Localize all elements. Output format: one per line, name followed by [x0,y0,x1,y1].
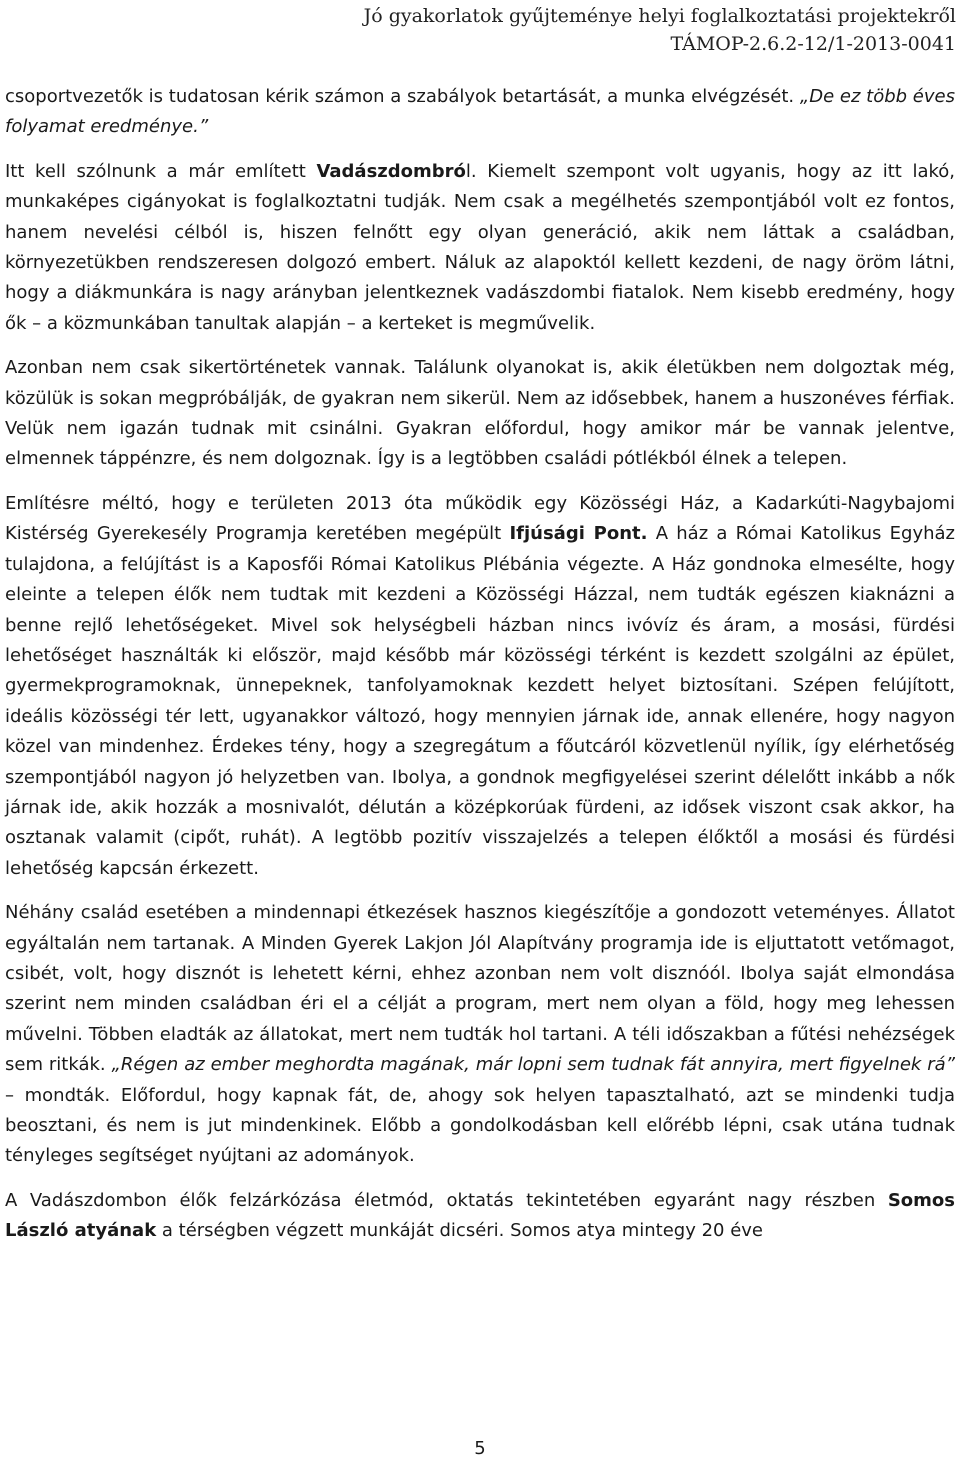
header-title: Jó gyakorlatok gyűjteménye helyi foglalkoztatási projektekről [363,5,956,27]
text-span: Azonban nem csak sikertörténetek vannak. Találunk olyanokat is, akik életükben nem dolgoztak még, közülük is sokan megpróbálják, de gyakran nem sikerül. Nem az idősebbek, hanem a huszonéves férfiak. Velük nem igazán tudnak mit csinálni. Gyakran előfordul, hogy amikor már be vannak jelentve, elmennek táppénzre, és nem dolgoznak. Így is a legtöbben családi pótlékból élnek a telepen. [5,357,955,470]
text-span: – mondták. Előfordul, hogy kapnak fát, de, ahogy sok helyen tapasztalható, azt se mindenki tudja beosztani, és nem is jut mindenkinek. Előbb a gondolkodásban kell előrébb lépni, csak utána tudnak tényleges segítséget nyújtani az adományok. [5,1084,955,1167]
text-span: A ház a Római Katolikus Egyház tulajdona, a felújítást is a Kaposfői Római Katolikus Plébánia végezte. A Ház gondnoka elmesélte, hogy eleinte a telepen élők nem tudtak mit kezdeni a Közösségi Házzal, nem tudták egészen kiaknázni a benne rejlő lehetőségeket. Mivel sok helységbeli házban nincs ivóvíz és áram, a mosási, fürdési lehetőséget használták ki először, majd később már közösségi térként is kezdett szolgálni az épület, gyermekprogramoknak, ünnepeknek, tanfolyamoknak kezdett helyet biztosítani. Szépen felújított, ideális közösségi tér lett, ugyanakkor változó, hogy mennyien járnak ide, annak ellenére, hogy nagyon közel van mindenhez. Érdekes tény, hogy a szegregátum a főutcáról közvetlenül nyílik, így elérhetőség szempontjából nagyon jó helyzetben van. Ibolya, a gondnok megfigyelései szerint délelőtt inkább a nők járnak ide, akik hozzák a mosnivalót, délután a középkorúak fürdeni, az idősek viszont csak akkor, ha osztanak valamit (cipőt, ruhát). A legtöbb pozitív visszajelzés a telepen élőktől a mosási és fürdési lehetőség kapcsán érkezett. [5,523,955,879]
bold-span: Vadászdombró [316,160,466,182]
quote-span: „De ez több éves folyamat eredménye.” [5,86,955,138]
page-header [364,2,956,58]
text-span: l. Kiemelt szempont volt ugyanis, hogy az itt lakó, munkaképes cigányokat is foglalkoztatni tudják. Nem csak a megélhetés szempontjából volt ez fontos, hanem nevelési célból is, hiszen felnőtt egy olyan generáció, akik nem láttak a családban, környezetükben rendszeresen dolgozó embert. Náluk az alapoktól kellett kezdeni, de nagy öröm látni, hogy a diákmunkára is nagy arányban jelentkeznek vadászdombi fiatalok. Nem kisebb eredmény, hogy ők – a közmunkában tanultak alapján – a kerteket is megművelik. [5,160,955,334]
text-span: Itt kell szólnunk a már említett [5,160,317,182]
paragraph-1 [5,82,955,143]
bold-span: Ifjúsági Pont. [509,523,648,545]
quote-span: „Régen az ember meghordta magának, már lopni sem tudnak fát annyira, mert figyelnek rá” [111,1054,955,1076]
document-body [5,82,955,1247]
text-span: Néhány család esetében a mindennapi étkezések hasznos kiegészítője a gondozott veteményes. Állatot egyáltalán nem tartanak. A Minden Gyerek Lakjon Jól Alapítvány programja ide is eljuttatott vetőmagot, csibét, volt, hogy disznót is lehetett kérni, ehhez azonban nem volt disznóól. Ibolya saját elmondása szerint nem minden családban éri el a célját a program, mert nem olyan a föld, hogy meg lehessen művelni. Többen eladták az állatokat, mert nem tudták hol tartani. A téli időszakban a fűtési nehézségek sem ritkák. [5,902,955,1076]
text-span: Említésre méltó, hogy e területen 2013 óta működik egy Közösségi Ház, a Kadarkúti-Nagybajomi Kistérség Gyerekesély Programja keretében megépült [5,492,955,545]
header-project-code: TÁMOP-2.6.2-12/1-2013-0041 [670,33,956,55]
paragraph-5 [5,898,955,1172]
paragraph-3 [5,353,955,475]
text-span: a térségben végzett munkáját dicséri. Somos atya mintegy 20 éve [156,1220,763,1242]
paragraph-4 [5,489,955,884]
paragraph-6 [5,1186,955,1247]
paragraph-2 [5,157,955,339]
bold-span: Somos László atyának [5,1189,955,1242]
text-span: csoportvezetők is tudatosan kérik számon a szabályok betartását, a munka elvégzését. [5,86,800,107]
page-number: 5 [474,1438,486,1459]
text-span: A Vadászdombon élők felzárkózása életmód, oktatás tekintetében egyaránt nagy részben [5,1189,888,1211]
